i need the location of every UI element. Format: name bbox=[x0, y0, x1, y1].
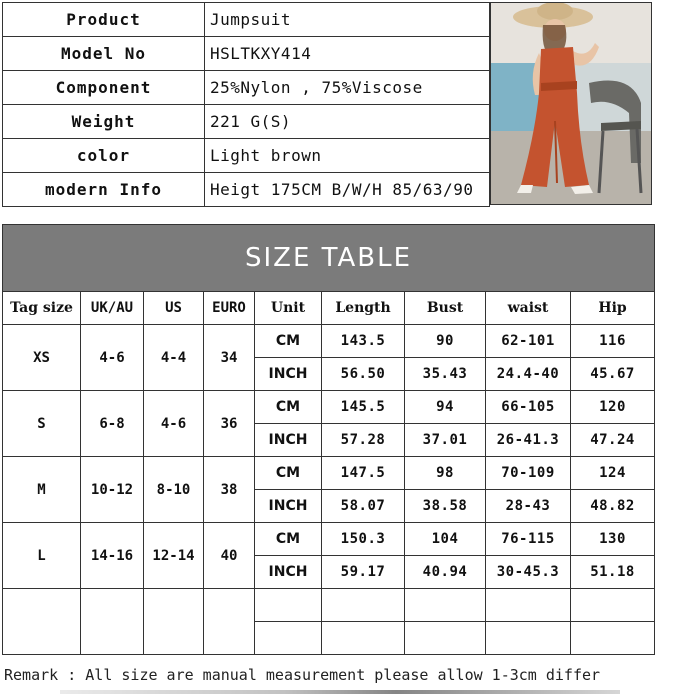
length-cell: 143.5 bbox=[322, 325, 405, 358]
info-key: Component bbox=[3, 71, 205, 105]
unit-cell: INCH bbox=[255, 424, 322, 457]
info-key: Model No bbox=[3, 37, 205, 71]
empty-cell bbox=[322, 589, 405, 622]
bust-cell: 40.94 bbox=[405, 556, 486, 589]
empty-cell bbox=[322, 622, 405, 655]
bust-cell: 37.01 bbox=[405, 424, 486, 457]
header-bust: Bust bbox=[405, 292, 486, 325]
hip-cell: 51.18 bbox=[571, 556, 655, 589]
empty-cell bbox=[486, 622, 571, 655]
remark-text: Remark : All size are manual measurement please allow 1-3cm differ bbox=[4, 666, 601, 684]
header-euro: EURO bbox=[204, 292, 255, 325]
bust-cell: 90 bbox=[405, 325, 486, 358]
unit-cell: CM bbox=[255, 457, 322, 490]
header-hip: Hip bbox=[571, 292, 655, 325]
length-cell: 147.5 bbox=[322, 457, 405, 490]
empty-cell bbox=[486, 589, 571, 622]
bust-cell: 104 bbox=[405, 523, 486, 556]
empty-cell bbox=[405, 589, 486, 622]
empty-cell bbox=[3, 589, 81, 655]
empty-cell bbox=[144, 589, 204, 655]
info-key: color bbox=[3, 139, 205, 173]
unit-cell: CM bbox=[255, 391, 322, 424]
cropped-bottom-strip bbox=[60, 690, 620, 694]
info-row-weight bbox=[3, 105, 490, 139]
hip-cell: 120 bbox=[571, 391, 655, 424]
model-in-jumpsuit-illustration bbox=[491, 3, 651, 204]
info-key: modern Info bbox=[3, 173, 205, 207]
length-cell: 58.07 bbox=[322, 490, 405, 523]
empty-cell bbox=[255, 622, 322, 655]
info-value: 221 G(S) bbox=[205, 105, 490, 139]
header-unit: Unit bbox=[255, 292, 322, 325]
us-cell: 12-14 bbox=[144, 523, 204, 589]
hip-cell: 124 bbox=[571, 457, 655, 490]
info-row-product bbox=[3, 3, 490, 37]
size-table-banner-row bbox=[3, 225, 655, 292]
empty-cell bbox=[571, 622, 655, 655]
size-table-title: SIZE TABLE bbox=[3, 225, 655, 292]
product-photo bbox=[490, 2, 652, 205]
header-length: Length bbox=[322, 292, 405, 325]
hip-cell: 116 bbox=[571, 325, 655, 358]
us-cell: 4-6 bbox=[144, 391, 204, 457]
size-row-cm bbox=[3, 457, 655, 490]
euro-cell: 40 bbox=[204, 523, 255, 589]
empty-cell bbox=[571, 589, 655, 622]
size-table-header-row bbox=[3, 292, 655, 325]
tag-size-cell: M bbox=[3, 457, 81, 523]
waist-cell: 26-41.3 bbox=[486, 424, 571, 457]
length-cell: 145.5 bbox=[322, 391, 405, 424]
waist-cell: 28-43 bbox=[486, 490, 571, 523]
header-waist: waist bbox=[486, 292, 571, 325]
empty-row bbox=[3, 589, 655, 622]
waist-cell: 62-101 bbox=[486, 325, 571, 358]
length-cell: 57.28 bbox=[322, 424, 405, 457]
us-cell: 8-10 bbox=[144, 457, 204, 523]
uk-au-cell: 4-6 bbox=[81, 325, 144, 391]
info-row-model-info bbox=[3, 173, 490, 207]
info-key: Product bbox=[3, 3, 205, 37]
tag-size-cell: L bbox=[3, 523, 81, 589]
hip-cell: 47.24 bbox=[571, 424, 655, 457]
empty-cell bbox=[405, 622, 486, 655]
length-cell: 150.3 bbox=[322, 523, 405, 556]
uk-au-cell: 10-12 bbox=[81, 457, 144, 523]
unit-cell: CM bbox=[255, 523, 322, 556]
bust-cell: 94 bbox=[405, 391, 486, 424]
info-row-component bbox=[3, 71, 490, 105]
hip-cell: 48.82 bbox=[571, 490, 655, 523]
header-tag-size: Tag size bbox=[3, 292, 81, 325]
bust-cell: 35.43 bbox=[405, 358, 486, 391]
info-value: 25%Nylon , 75%Viscose bbox=[205, 71, 490, 105]
empty-cell bbox=[81, 589, 144, 655]
uk-au-cell: 6-8 bbox=[81, 391, 144, 457]
size-row-cm bbox=[3, 391, 655, 424]
euro-cell: 36 bbox=[204, 391, 255, 457]
unit-cell: CM bbox=[255, 325, 322, 358]
tag-size-cell: XS bbox=[3, 325, 81, 391]
euro-cell: 38 bbox=[204, 457, 255, 523]
info-value: Jumpsuit bbox=[205, 3, 490, 37]
info-value: HSLTKXY414 bbox=[205, 37, 490, 71]
length-cell: 59.17 bbox=[322, 556, 405, 589]
size-row-cm bbox=[3, 325, 655, 358]
waist-cell: 76-115 bbox=[486, 523, 571, 556]
uk-au-cell: 14-16 bbox=[81, 523, 144, 589]
waist-cell: 24.4-40 bbox=[486, 358, 571, 391]
waist-cell: 70-109 bbox=[486, 457, 571, 490]
size-row-cm bbox=[3, 523, 655, 556]
info-row-model bbox=[3, 37, 490, 71]
size-table bbox=[2, 224, 655, 655]
header-uk-au: UK/AU bbox=[81, 292, 144, 325]
info-value: Light brown bbox=[205, 139, 490, 173]
empty-cell bbox=[204, 589, 255, 655]
hip-cell: 130 bbox=[571, 523, 655, 556]
unit-cell: INCH bbox=[255, 358, 322, 391]
hip-cell: 45.67 bbox=[571, 358, 655, 391]
tag-size-cell: S bbox=[3, 391, 81, 457]
unit-cell: INCH bbox=[255, 556, 322, 589]
header-us: US bbox=[144, 292, 204, 325]
unit-cell: INCH bbox=[255, 490, 322, 523]
empty-cell bbox=[255, 589, 322, 622]
bust-cell: 38.58 bbox=[405, 490, 486, 523]
product-info-table bbox=[2, 2, 490, 207]
info-row-color bbox=[3, 139, 490, 173]
bust-cell: 98 bbox=[405, 457, 486, 490]
waist-cell: 66-105 bbox=[486, 391, 571, 424]
info-value: Heigt 175CM B/W/H 85/63/90 bbox=[205, 173, 490, 207]
us-cell: 4-4 bbox=[144, 325, 204, 391]
info-key: Weight bbox=[3, 105, 205, 139]
euro-cell: 34 bbox=[204, 325, 255, 391]
length-cell: 56.50 bbox=[322, 358, 405, 391]
waist-cell: 30-45.3 bbox=[486, 556, 571, 589]
